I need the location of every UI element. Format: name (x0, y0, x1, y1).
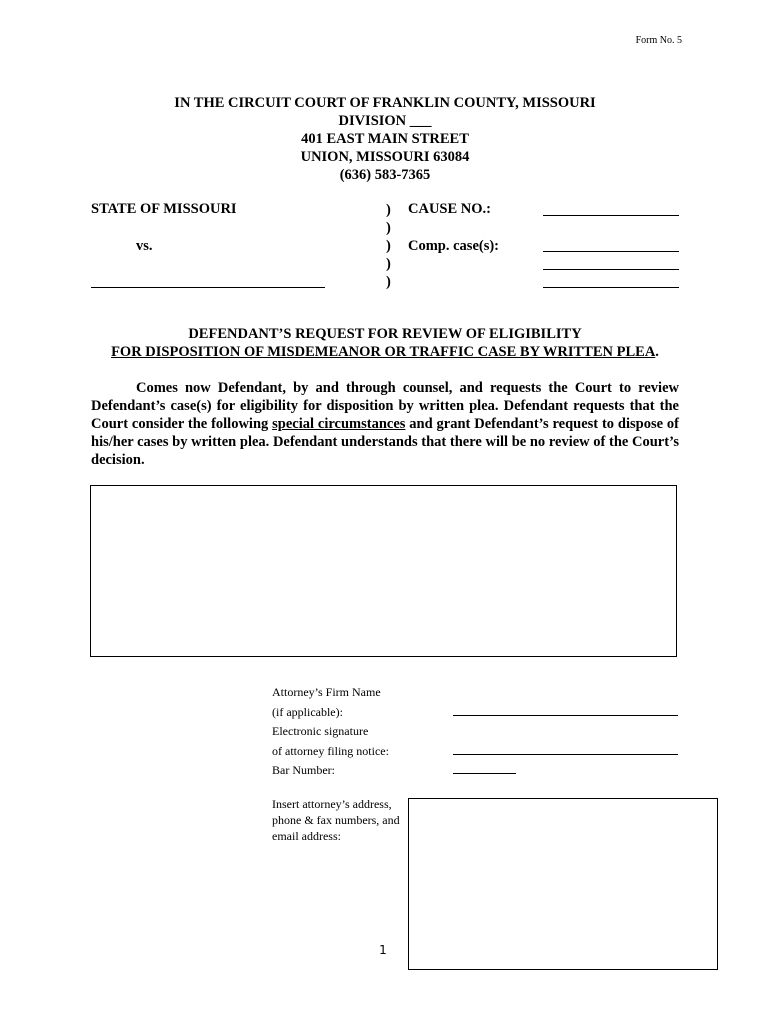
paren: ) (386, 274, 391, 290)
court-division: DIVISION ___ (338, 113, 432, 129)
esignature-label-1: Electronic signature (272, 724, 369, 738)
companion-cases-label: Comp. case(s): (408, 238, 500, 254)
versus-label: vs. (136, 238, 153, 254)
paren: ) (386, 220, 391, 236)
paren: ) (386, 256, 391, 272)
title-line-1: DEFENDANT’S REQUEST FOR REVIEW OF ELIGIBILITY (188, 326, 582, 342)
esignature-label-2: of attorney filing notice: (272, 743, 389, 758)
companion-case-line-3[interactable] (543, 287, 679, 288)
paragraph-text-start: Comes now Defendant, by and through counsel, and requests the Court to review Defendant’s case(s) for eligibility for disposition by written plea. Defendant requests that the Court consider the following (91, 380, 679, 432)
paren: ) (386, 238, 391, 254)
title-line-2-period: . (655, 344, 659, 360)
request-paragraph (91, 379, 679, 469)
attorney-address-box[interactable] (408, 798, 718, 970)
special-circumstances-box[interactable] (90, 485, 677, 657)
court-city: UNION, MISSOURI 63084 (300, 149, 470, 165)
firm-name-line[interactable] (453, 715, 678, 716)
court-street: 401 EAST MAIN STREET (301, 131, 469, 147)
special-circumstances-text: special circumstances (272, 416, 406, 432)
companion-case-line-2[interactable] (543, 269, 679, 270)
esignature-line[interactable] (453, 754, 678, 755)
paragraph-text-end: and grant Defendant’s request to dispose of his/her cases by written plea. Defendant understands that there will be no review of the Court’s decision. (91, 416, 679, 468)
defendant-name-line[interactable] (91, 287, 325, 288)
document-title (0, 325, 770, 361)
firm-name-label-2: (if applicable): (272, 704, 343, 719)
caption-parentheses (386, 201, 391, 291)
signature-labels (272, 683, 389, 781)
bar-number-line[interactable] (453, 773, 516, 774)
address-label: Insert attorney’s address, phone & fax numbers, and email address: (272, 797, 400, 843)
page-number: 1 (379, 943, 387, 957)
companion-case-line-1[interactable] (543, 251, 679, 252)
court-phone: (636) 583-7365 (339, 167, 431, 183)
form-number: Form No. 5 (635, 35, 682, 46)
firm-name-label-1: Attorney’s Firm Name (272, 685, 381, 699)
plaintiff-name: STATE OF MISSOURI (91, 201, 237, 217)
bar-number-label: Bar Number: (272, 763, 335, 777)
cause-number-label: CAUSE NO.: (408, 201, 491, 217)
title-line-2 (0, 343, 770, 361)
paren: ) (386, 202, 391, 218)
court-header (0, 94, 770, 184)
court-name: IN THE CIRCUIT COURT OF FRANKLIN COUNTY, MISSOURI (174, 95, 596, 111)
title-line-2-text: FOR DISPOSITION OF MISDEMEANOR OR TRAFFIC CASE BY WRITTEN PLEA (111, 344, 656, 360)
cause-number-line[interactable] (543, 215, 679, 216)
